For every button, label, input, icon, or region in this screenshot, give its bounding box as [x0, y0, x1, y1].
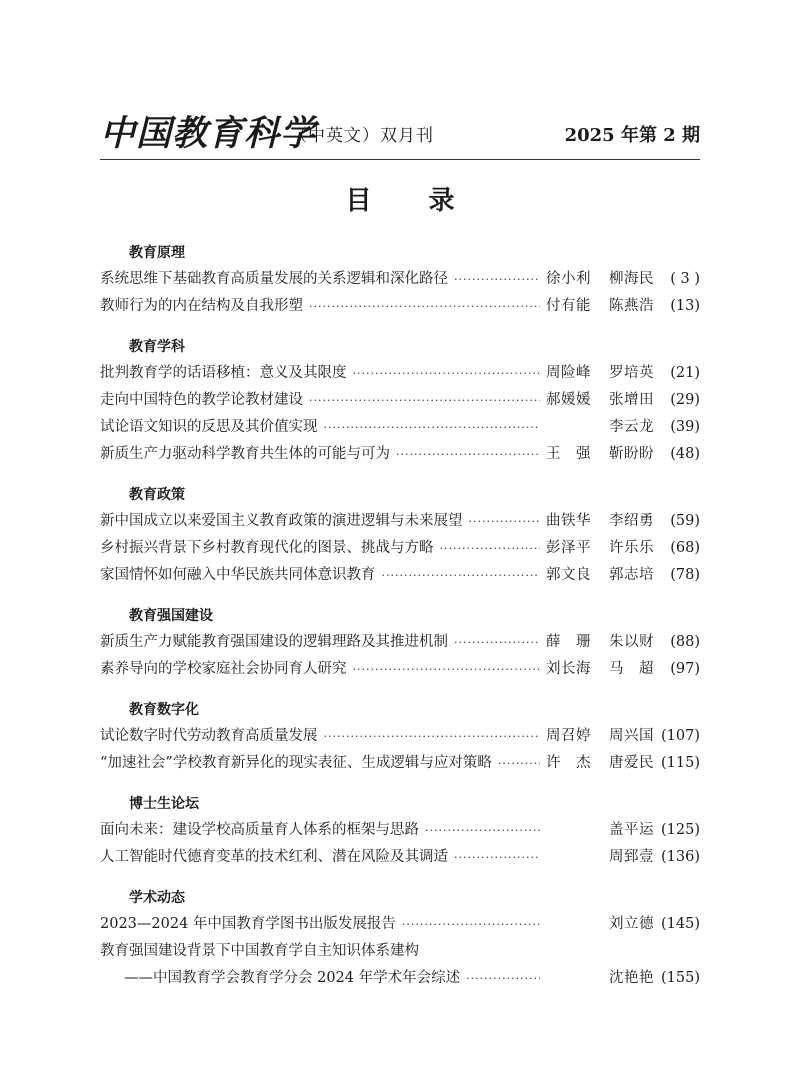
entry-authors	[546, 508, 654, 535]
entry-page: (59)	[670, 513, 700, 529]
toc-entry[interactable]	[100, 938, 700, 965]
entry-title: 教育强国建设背景下中国教育学自主知识体系建构	[100, 943, 419, 959]
entry-title: “加速社会”学校教育新异化的现实表征、生成逻辑与应对策略	[100, 755, 492, 771]
entry-authors	[546, 911, 654, 938]
entry-title: 走向中国特色的教学论教材建设	[100, 392, 303, 408]
entry-page: (125)	[661, 822, 700, 838]
dot-leader	[396, 441, 540, 468]
section-title: 教育强国建设	[129, 608, 213, 624]
toc-entry[interactable]	[100, 656, 700, 683]
entry-title: 教师行为的内在结构及自我形塑	[100, 298, 303, 314]
entry-page: (88)	[670, 634, 700, 650]
entry-page: (21)	[670, 365, 700, 381]
author-name: 沈艳艳	[609, 970, 654, 986]
author-name: 朱以财	[609, 634, 654, 650]
entry-title: 新中国成立以来爱国主义教育政策的演进逻辑与未来展望	[100, 513, 463, 529]
toc-entry[interactable]	[100, 414, 700, 441]
entry-page: (136)	[661, 849, 700, 865]
author-name: 郝媛媛	[546, 392, 591, 408]
author-name: 罗培英	[609, 365, 654, 381]
entry-page: (145)	[661, 916, 700, 932]
dot-leader	[466, 965, 540, 992]
entry-page: (48)	[670, 446, 700, 462]
toc-entry[interactable]	[100, 965, 700, 992]
entry-page: (68)	[670, 540, 700, 556]
dot-leader	[324, 414, 541, 441]
toc-entry[interactable]	[100, 844, 700, 871]
author-name: 马 超	[609, 661, 654, 677]
section-gap	[100, 777, 700, 793]
dot-leader	[454, 844, 540, 871]
author-name: 刘立德	[609, 916, 654, 932]
author-name: 周兴国	[609, 728, 654, 744]
author-name: 许乐乐	[609, 540, 654, 556]
dot-leader	[425, 817, 540, 844]
toc-entry[interactable]	[100, 266, 700, 293]
entry-title: ——中国教育学会教育学分会 2024 年学术年会综述	[124, 970, 461, 986]
dot-leader	[469, 508, 541, 535]
dot-leader	[454, 629, 540, 656]
author-name: 周郅壹	[609, 849, 654, 865]
toc-entry[interactable]	[100, 911, 700, 938]
header-divider	[100, 159, 700, 160]
entry-authors	[546, 562, 654, 589]
author-name: 许 杰	[546, 755, 591, 771]
entry-authors	[546, 629, 654, 656]
entry-authors	[546, 535, 654, 562]
author-name: 李绍勇	[609, 513, 654, 529]
toc-entry[interactable]	[100, 535, 700, 562]
dot-leader	[324, 723, 541, 750]
toc-entry[interactable]	[100, 360, 700, 387]
toc-section	[100, 887, 700, 992]
section-title: 博士生论坛	[129, 796, 199, 812]
entry-title: 乡村振兴背景下乡村教育现代化的图景、挑战与方略	[100, 540, 434, 556]
entry-title: 试论语文知识的反思及其价值实现	[100, 419, 318, 435]
entry-authors	[546, 293, 654, 320]
entry-authors	[546, 414, 654, 441]
author-name: 王 强	[546, 446, 591, 462]
section-gap	[100, 683, 700, 699]
entry-authors	[546, 817, 654, 844]
entry-page: (13)	[670, 298, 700, 314]
toc-entry[interactable]	[100, 562, 700, 589]
entry-authors	[546, 656, 654, 683]
toc-section	[100, 605, 700, 683]
section-gap	[100, 871, 700, 887]
toc-entry[interactable]	[100, 387, 700, 414]
dot-leader	[402, 911, 540, 938]
dot-leader	[353, 360, 541, 387]
toc-entry[interactable]	[100, 629, 700, 656]
toc-section	[100, 336, 700, 468]
dot-leader	[353, 656, 541, 683]
toc-entry[interactable]	[100, 723, 700, 750]
section-gap	[100, 468, 700, 484]
journal-subtitle: （中英文）双月刊	[290, 126, 434, 146]
entry-title: 2023—2024 年中国教育学图书出版发展报告	[100, 916, 396, 932]
dot-leader	[440, 535, 541, 562]
journal-title: 中国教育科学	[100, 113, 317, 154]
section-gap	[100, 320, 700, 336]
section-title: 教育政策	[129, 487, 185, 503]
author-name: 郭志培	[609, 567, 654, 583]
author-name: 付有能	[546, 298, 591, 314]
section-title: 教育原理	[129, 245, 185, 261]
author-name: 刘长海	[546, 661, 591, 677]
entry-title: 人工智能时代德育变革的技术红利、潜在风险及其调适	[100, 849, 448, 865]
entry-title: 系统思维下基础教育高质量发展的关系逻辑和深化路径	[100, 271, 448, 287]
toc-title: 目 录	[345, 186, 479, 216]
entry-page: (78)	[670, 567, 700, 583]
entry-page: (155)	[661, 970, 700, 986]
author-name: 靳盼盼	[609, 446, 654, 462]
toc-list	[100, 242, 700, 992]
entry-title: 素养导向的学校家庭社会协同育人研究	[100, 661, 347, 677]
author-name: 周召婷	[546, 728, 591, 744]
entry-title: 新质生产力赋能教育强国建设的逻辑理路及其推进机制	[100, 634, 448, 650]
dot-leader	[454, 266, 540, 293]
entry-authors	[546, 387, 654, 414]
toc-section	[100, 242, 700, 320]
toc-entry[interactable]	[100, 750, 700, 777]
author-name: 郭文良	[546, 567, 591, 583]
toc-section	[100, 484, 700, 589]
journal-header	[100, 112, 700, 160]
author-name: 李云龙	[609, 419, 654, 435]
author-name: 薛 珊	[546, 634, 591, 650]
author-name: 盖平运	[609, 822, 654, 838]
toc-section	[100, 699, 700, 777]
dot-leader	[309, 293, 540, 320]
entry-title: 新质生产力驱动科学教育共生体的可能与可为	[100, 446, 390, 462]
entry-authors	[546, 441, 654, 468]
entry-title: 家国情怀如何融入中华民族共同体意识教育	[100, 567, 376, 583]
toc-entry[interactable]	[100, 441, 700, 468]
entry-page: (29)	[670, 392, 700, 408]
dot-leader	[498, 750, 540, 777]
entry-title: 批判教育学的话语移植：意义及其限度	[100, 365, 347, 381]
author-name: 柳海民	[609, 271, 654, 287]
entry-authors	[546, 750, 654, 777]
toc-entry[interactable]	[100, 293, 700, 320]
dot-leader	[382, 562, 541, 589]
author-name: 张增田	[609, 392, 654, 408]
entry-authors	[546, 266, 654, 293]
dot-leader	[309, 387, 540, 414]
entry-page: (115)	[661, 755, 700, 771]
author-name: 曲铁华	[546, 513, 591, 529]
entry-page: (97)	[670, 661, 700, 677]
entry-page: (107)	[661, 728, 700, 744]
entry-authors	[546, 965, 654, 992]
author-name: 徐小利	[546, 271, 591, 287]
toc-entry[interactable]	[100, 817, 700, 844]
issue-label: 2025 年第 2 期	[564, 125, 700, 146]
author-name: 彭泽平	[546, 540, 591, 556]
toc-section	[100, 793, 700, 871]
entry-title: 试论数字时代劳动教育高质量发展	[100, 728, 318, 744]
section-title: 学术动态	[129, 890, 185, 906]
author-name: 陈燕浩	[609, 298, 654, 314]
section-title: 教育学科	[129, 339, 185, 355]
entry-authors	[546, 844, 654, 871]
author-name: 周险峰	[546, 365, 591, 381]
toc-entry[interactable]	[100, 508, 700, 535]
section-title: 教育数字化	[129, 702, 199, 718]
entry-authors	[546, 723, 654, 750]
entry-page: (39)	[670, 419, 700, 435]
section-gap	[100, 589, 700, 605]
entry-page: ( 3 )	[670, 271, 700, 287]
entry-title: 面向未来：建设学校高质量育人体系的框架与思路	[100, 822, 419, 838]
author-name: 唐爱民	[609, 755, 654, 771]
entry-authors	[546, 360, 654, 387]
